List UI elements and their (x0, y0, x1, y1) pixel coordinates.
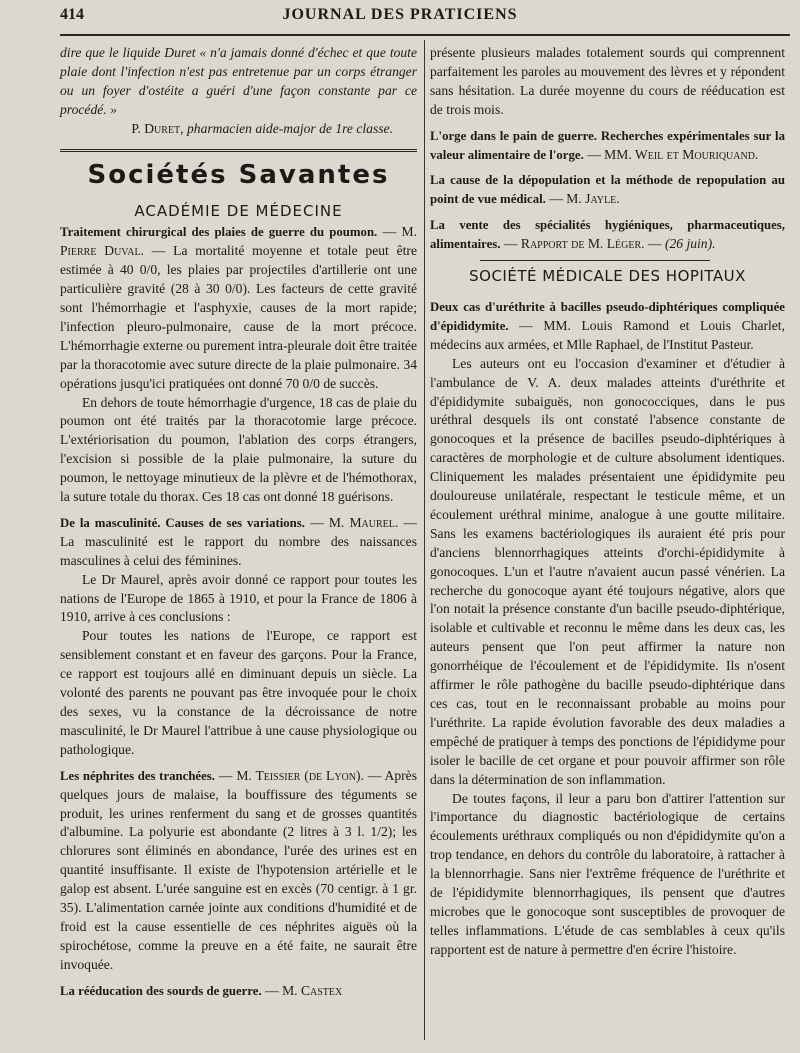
article-heading: Les néphrites des tranchées. (60, 768, 215, 783)
article-text: — La masculinité est le rapport du nombre des naissances masculines à celui des féminines. (60, 514, 418, 568)
article-castex (60, 982, 417, 1001)
signature-name: P. Duret, (131, 120, 184, 136)
article-author: — M. Castex (265, 982, 343, 998)
running-head: JOURNAL DES PRATICIENS (282, 6, 518, 23)
left-column (60, 44, 417, 1001)
header-rule (60, 34, 790, 36)
article-heading: La rééducation des sourds de guerre. (60, 983, 262, 998)
article-author: — MM. Weil et Mouriquand. (587, 146, 759, 162)
article-author: — MM. Louis Ramond et Louis Charlet, médecins aux armées, et Mlle Raphael, de l'Institut Pasteur. (430, 317, 785, 352)
article-heading: De la masculinité. Causes de ses variations. (60, 515, 305, 530)
article-castex-cont: présente plusieurs malades totalement sourds qui comprennent parfaitement les paroles au mouvement des lèvres et y répondent sans hésitation. La durée moyenne du cours de rééducation est de trois mois. (430, 45, 785, 117)
article-text: Les auteurs ont eu l'occasion d'examiner et d'étudier à l'ambulance de V. A. deux malades atteints d'uréthrite et d'épididymite subaiguës, non gonococciques, dans le pus uréthral desquels ils ont constaté l'absence constante de gonocoques et la présence de bacilles pseudo-diphtériques à caractères de morphologie et de culture absolument identiques. Cliniquement les malades présentaient une épididymite peu douloureuse unilatérale, respectant le testicule même, et un écoulement uréthral minime, analogue à une goutte militaire. Sans les examens bactériologiques ils auraient été pris pour d'anciens blennorrhagiques atteints d'orchi-épididymite à gonocoques. L'un et l'autre n'avaient aucun passé vénérien. La recherche du gonocoque ayant été toujours négative, alors que l'on notait la présence constante d'un bacille pseudo-diphtérique, isolable et cultivable et reconnu le même dans les deux cas, les auteurs pensent que l'on peut affirmer la nature non gonorrhéique de l'écoulement et de l'épididymite. Ils n'osent affirmer le rôle pathogène du bacille pseudo-diphtérique dans ces cas, tout en le reconnaissant probable au moins pour l'uréthrite. La rapide évolution favorable des deux maladies a empêché de pratiquer à temps des ponctions de l'épididyme pour isoler le bacille de cet organe et pour pouvoir affirmer son rôle dans la détermination de son inflammation. (430, 355, 785, 787)
article-author: — Rapport de M. Léger. — (503, 236, 662, 252)
column-divider (424, 40, 425, 1040)
page-number: 414 (60, 6, 84, 23)
societe-medicale-heading: SOCIÉTÉ MÉDICALE DES HOPITAUX (469, 267, 746, 286)
academie-heading: ACADÉMIE DE MÉDECINE (134, 202, 343, 221)
article-depopulation (430, 171, 785, 209)
article-duval (60, 223, 417, 393)
article-author: — M. Pierre Duval. (60, 224, 417, 259)
signature-title: pharmacien aide-major de 1re classe. (186, 120, 393, 136)
article-urethrite (430, 298, 785, 355)
article-maurel (60, 514, 417, 571)
article-text: — La mortalité moyenne et totale peut être estimée à 40 0/0, les plaies par projectiles d'artillerie ont une particulière gravité (28 à 30 0/0). Les facteurs de cette gravité sont l'hémorrhagie et l'asphyxie, causes de la mort rapide; l'infection pleuro-pulmonaire, cause de la mort précoce. L'hémorrhagie externe ou purement intra-pleurale doit être traitée par la thoracotomie avec suture directe de la plaie pulmonaire. 34 opérations jusqu'ici pratiquées ont donné 70 0/0 de succès. (60, 243, 417, 391)
article-text-2: En dehors de toute hémorrhagie d'urgence, 18 cas de plaie du poumon ont été traités par la thoracotomie large précoce. L'extériorisation du poumon, l'ablation des corps étrangers, l'excision si possible de la plaie pulmonaire, la suture du poumon, le nettoyage minutieux de la plèvre et de l'hémothorax, la suture totale du thorax. Ces 18 cas ont donné 18 guérisons. (60, 394, 417, 505)
article-heading: La cause de la dépopulation et la méthode de repopulation au point de vue médical. (430, 173, 785, 207)
intro-paragraph: dire que le liquide Duret « n'a jamais donné d'échec et que toute plaie dont l'infection n'est pas entretenue par un corps étranger ou un foyer d'ostéite a guéri d'une façon constante par ce procédé. » (60, 45, 417, 117)
article-text-2: De toutes façons, il leur a paru bon d'attirer l'attention sur l'importance du diagnostic bactériologique de certains écoulements uréthraux compliqués ou non d'épididymite qu'on a trop tendance, en dehors du contrôle du laboratoire, à rattacher à la blennorrhagie. Sans nier l'extrême fréquence de l'uréthrite et de l'épididymite blennorrhagiques, ils pensent que d'autres microbes que le gonocoque sont susceptibles de provoquer de telles inflammations. L'étude de cas semblables à ceux qu'ils rapportent est de nature à permettre d'en écrire l'histoire. (430, 790, 785, 957)
article-text-2: Le Dr Maurel, après avoir donné ce rapport pour toutes les nations de l'Europe de 1865 à 1910, et pour la France de 1806 à 1910, arrive à ces conclusions : (60, 571, 417, 625)
article-heading: Deux cas d'uréthrite à bacilles pseudo-diphtériques compliquée d'épididymite. (430, 299, 785, 333)
article-heading: La vente des spécialités hygiéniques, pharmaceutiques, alimentaires. (430, 218, 785, 252)
article-author: — M. Teissier (de Lyon). (218, 767, 364, 783)
article-teissier (60, 767, 417, 975)
article-text: — Après quelques jours de malaise, la bouffissure des téguments se produit, les urines renferment du sang et de grosses quantités d'albumine. La polyurie est abondante (2 litres à 3 l. 1/2); les chlorures sont éliminés en abondance, l'urée des urines est en quantité insuffisante. Il existe de l'hypotension artérielle et le galop est absent. L'urée sanguine est en excès (70 centigr. à 1 gr. 35). L'alimentation carnée jointe aux conditions d'humidité et de froid est la cause essentielle de ces néphrites aiguës où la spirochétose, comme la preuve en a été faite, ne saurait être invoquée. (60, 767, 417, 972)
article-heading: L'orge dans le pain de guerre. Recherches expérimentales sur la valeur alimentaire de l'orge. (430, 128, 785, 162)
article-author: — M. Maurel. (310, 514, 399, 530)
signature (60, 120, 417, 139)
article-text-3: Pour toutes les nations de l'Europe, ce rapport est sensiblement constant et en faveur des garçons. Pour la France, ce rapport est toujours allé en diminuant depuis un siècle. La volonté des parents ne pouvant pas être invoquée pour le choix des sexes, vu la constance de la décroissance de notre masculinité, le Dr Maurel l'attribue à une cause physiologique ou pathologique. (60, 628, 417, 757)
article-specialites (430, 216, 785, 254)
section-rule (60, 149, 417, 152)
article-date: (26 juin). (664, 236, 716, 252)
section-separator (480, 260, 710, 261)
article-orge (430, 127, 785, 165)
section-title: Sociétés Savantes (87, 159, 390, 190)
article-author: — M. Jayle. (549, 191, 620, 207)
right-column (430, 44, 785, 960)
article-heading: Traitement chirurgical des plaies de guerre du poumon. (60, 225, 378, 240)
